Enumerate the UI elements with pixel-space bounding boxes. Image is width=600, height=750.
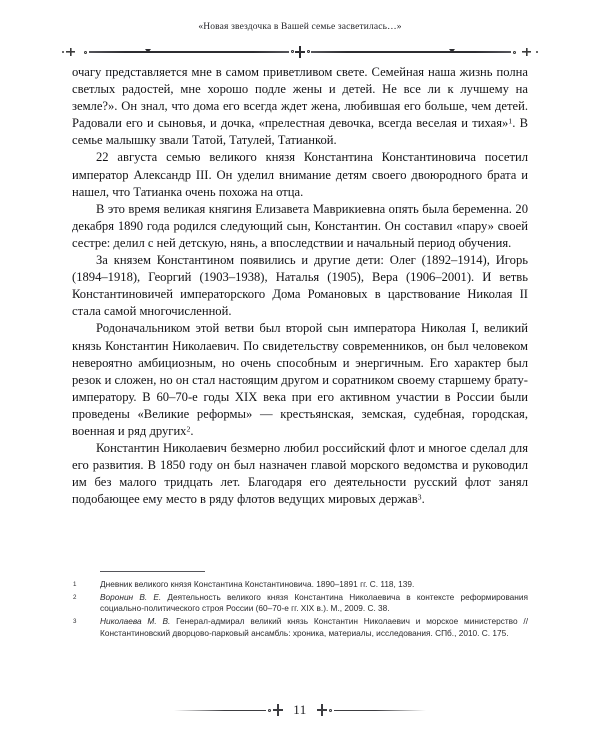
text-run: Генерал-адмирал великий князь Константин Николаевич и морское министерство // Константиновский дворцово-парковый ансамбль: хроника, материалы, исследования. СПб., 2010. С. 175. [100,616,528,638]
footnote-text [100,592,528,615]
body-paragraph [72,201,528,252]
ornament-cross-left-icon [62,45,82,59]
text-run: . [421,492,425,507]
text-run: В это время великая княгиня Елизавета Маврикиевна опять была беременна. 20 декабря 1890 года родился следующий сын, Константин. Он составил «пару» своей сестре: делил с ней детскую, нянь, а впоследствии и начальный период обучения. [72,201,528,250]
ornament-dot-icon [268,709,271,712]
page-number: 11 [293,702,307,717]
footnote-item [72,592,528,615]
text-run: Деятельность великого князя Константина Николаевича в контексте реформирования социально-политического строя России (60–70-е гг. XIX в.). М., 2009. С. 38. [100,591,528,614]
text-run: За князем Константином появились и другие дети: Олег (1892–1914), Игорь (1894–1918), Георгий (1903–1938), Наталья (1905), Вера (1906–2001). И ветвь Константиновичей императорского Дома Романовых в царствование Николая II стала самой многочисленной. [72,253,528,319]
ornament-cross-left-icon [273,704,283,717]
citation-author: Николаева М. В. [100,616,171,627]
ornament-cross-right-icon [317,704,327,717]
footnote-text [100,616,528,639]
body-paragraph [72,252,528,320]
footnote-separator-rule [100,571,205,572]
header-ornament-rule [62,44,538,60]
header-rule-segment-left [89,51,289,52]
footnote-item [72,616,528,639]
footnote-number: 1 [73,581,77,588]
running-head-title: «Новая звездочка в Вашей семье засветилась…» [198,22,402,32]
footnote-number: 2 [73,593,77,601]
text-run: . [190,423,194,438]
text-run: Константин Николаевич безмерно любил российский флот и многое сделал для его развития. В 1850 году он был назначен главой морского ведомства и руководил им без малого тридцать лет. Благодаря его деятельности русский флот занял подобающее ему место в ряду флотов ведущих мировых держав [72,441,528,507]
footnote-marker: 2 [186,424,191,434]
footnote-number: 3 [73,618,77,626]
text-run: Дневник великого князя Константина Константиновича. 1890–1891 гг. С. 118, 139. [100,579,415,589]
footnote-item [72,579,528,590]
footer-rule-right [334,710,426,711]
body-paragraph [72,320,528,440]
ornament-cross-right-icon [518,45,538,59]
body-paragraph [72,64,528,149]
footer-rule-left [174,710,266,711]
ornament-dot-icon [84,51,87,54]
footnote-marker: 3 [417,492,422,502]
page-footer [72,700,528,720]
body-paragraph [72,440,528,508]
text-run: Родоначальником этой ветви был второй сын императора Николая I, великий князь Константин Николаевич. По свидетельству современников, он был человеком невероятно амбициозным, но очень способным и энергичным. Его характер был резок и сложен, но он стал настоящим другом и соратником своему старшему брату-императору. В 60–70-е годы XIX века при его активном участии в России были проведены «Великие реформы» — крестьянская, земская, судебная, городская, военная и ряд других [72,321,528,438]
text-run: очагу представляется мне в самом приветливом свете. Семейная наша жизнь полна светлых радостей, мне хорошо подле жены и детей. Не все ли к лучшему на земле?». Он знал, что дома его всегда ждет жена, любившая его больше, чем детей. Радовали его и сыновья, и дочка, «прелестная девочка, всегда веселая и тихая» [72,65,528,131]
footnotes-block [72,571,528,641]
text-run: . В семье малышку звали Татой, Татулей, Татианкой. [72,116,528,148]
text-run: 22 августа семью великого князя Константина Константиновича посетил император Александр III. Он уделил внимание детям своего двоюродного брата и нашел, что Татианка очень похожа на отца. [72,150,528,199]
ornament-dot-icon [513,51,516,54]
citation-author: Воронин В. Е. [100,591,162,602]
footnote-marker: 1 [508,116,513,126]
footnote-text [100,579,528,590]
body-text-block [72,64,528,508]
body-paragraph [72,149,528,200]
header-rule-segment-right [311,51,511,52]
ornament-dot-icon [329,709,332,712]
footnote-list [72,579,528,639]
ornament-diamond-center-icon [289,45,311,59]
